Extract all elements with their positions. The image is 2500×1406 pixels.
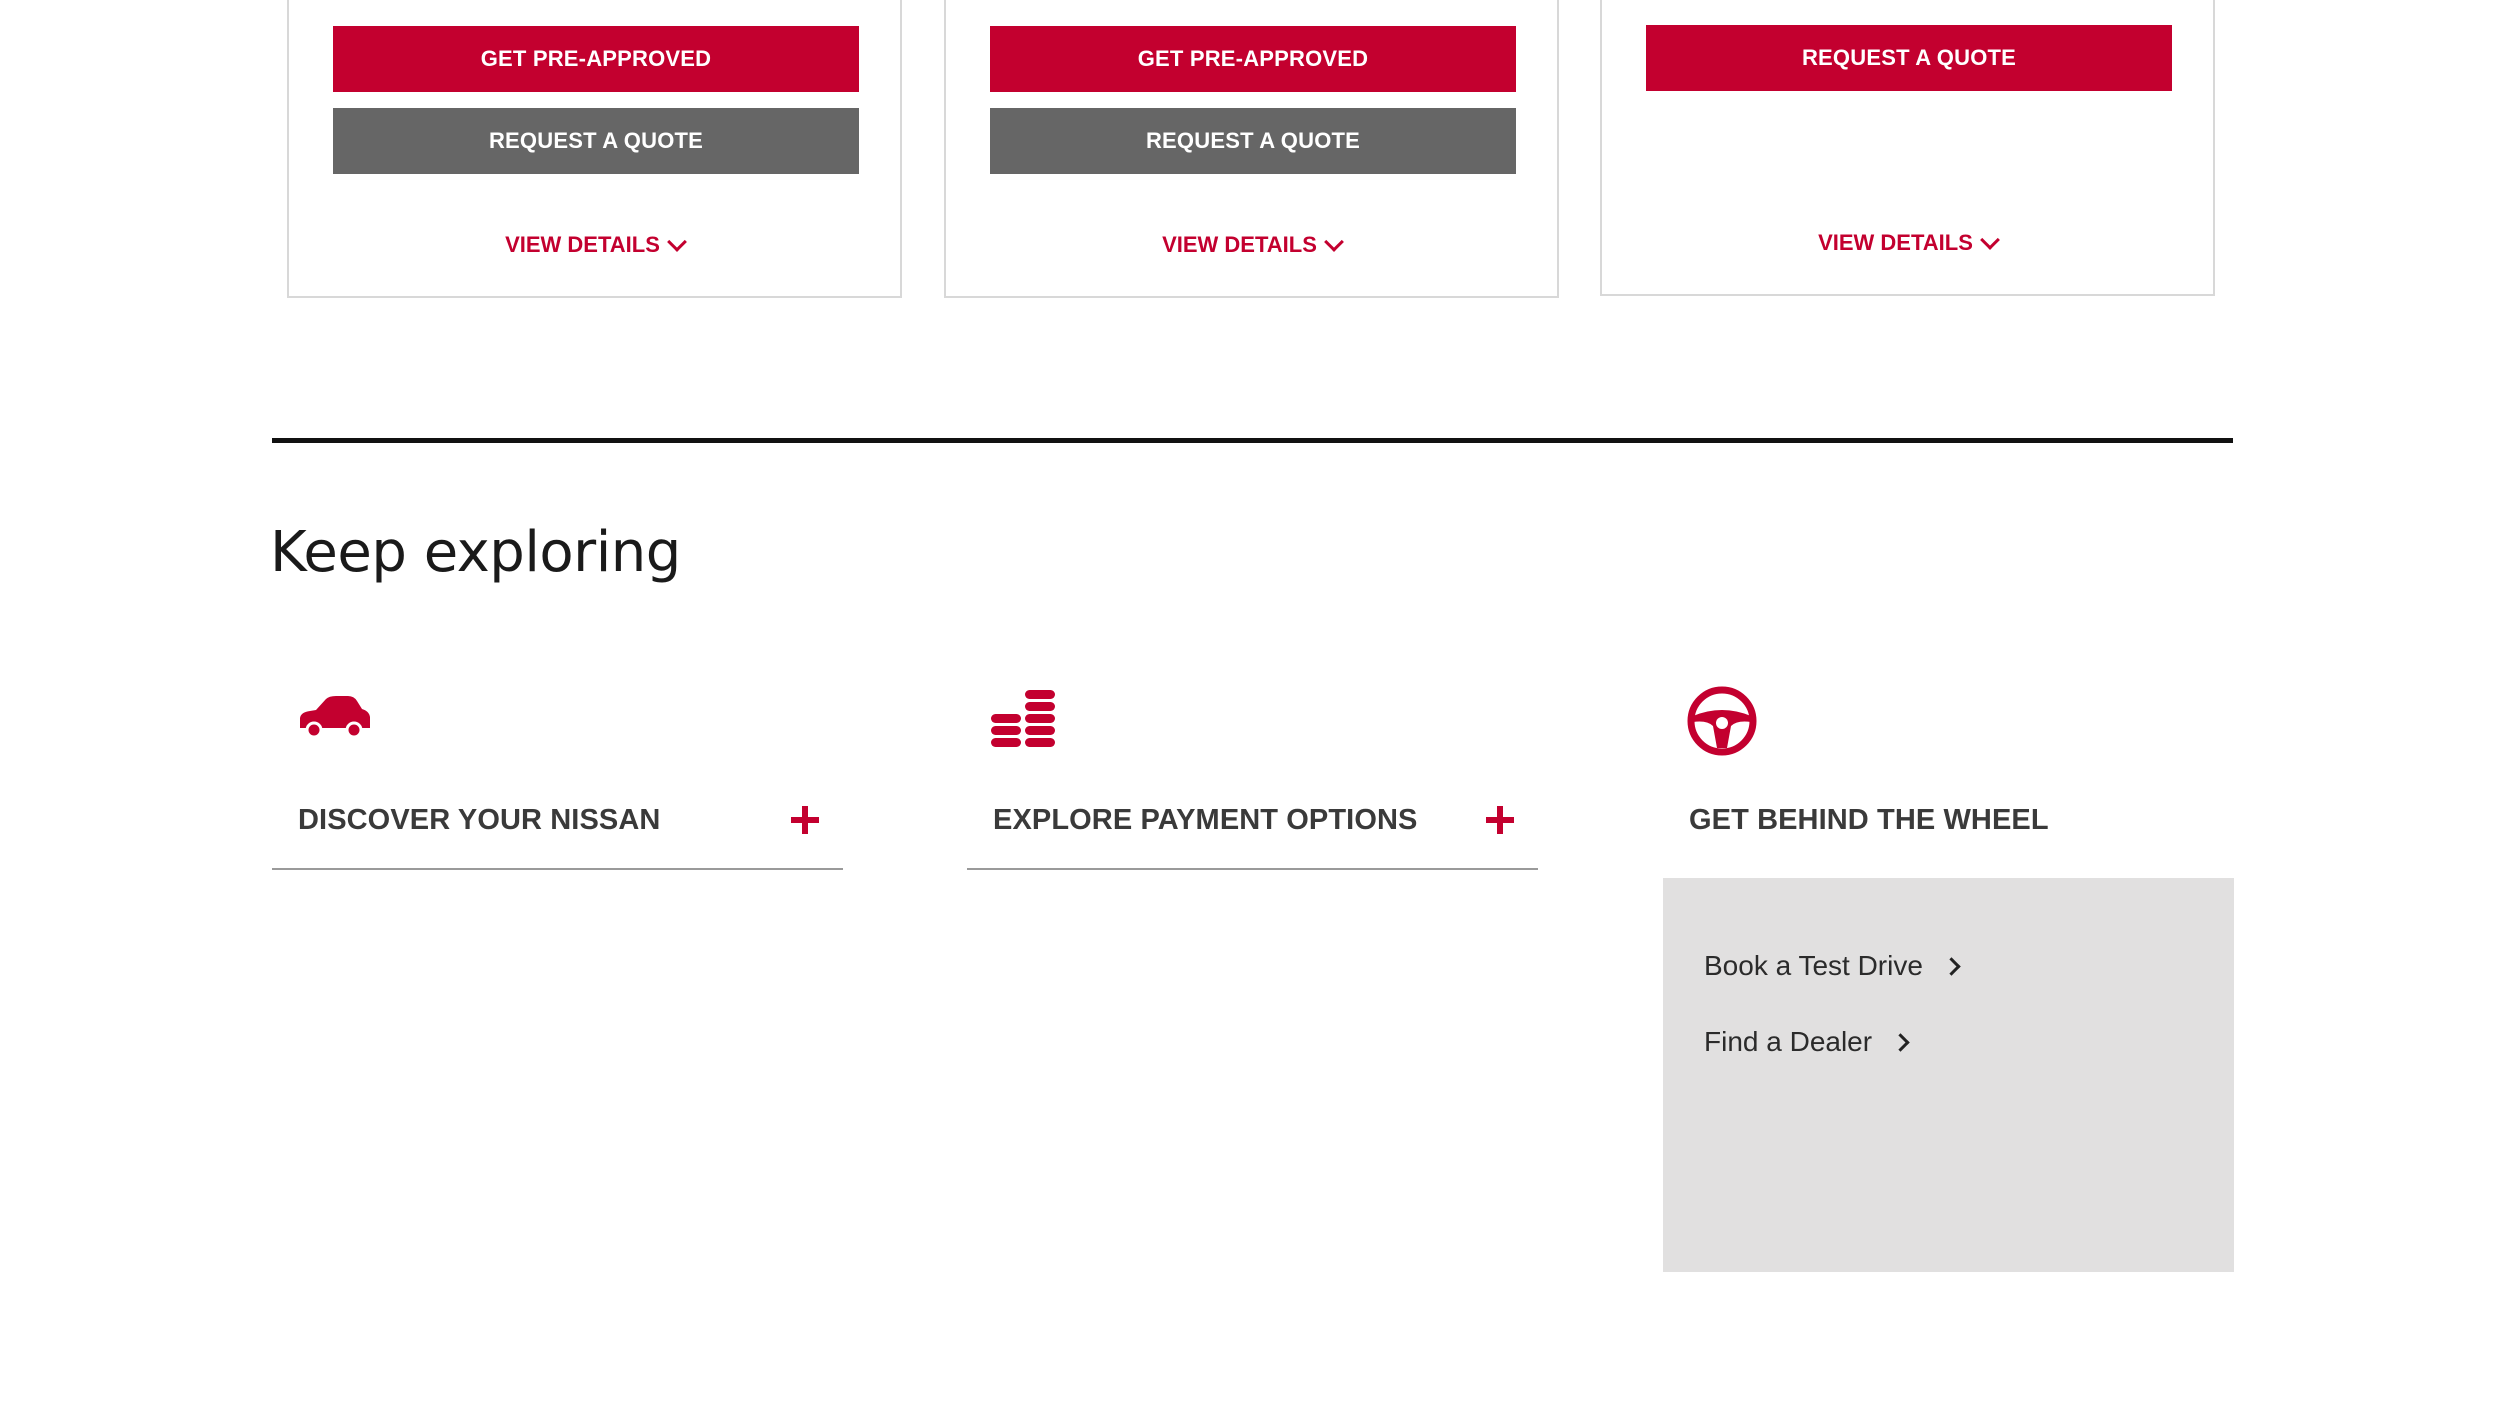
get-pre-approved-button[interactable]: GET PRE-APPROVED [990,26,1516,92]
column-label: DISCOVER YOUR NISSAN [298,804,661,836]
view-details-link[interactable] [946,232,1557,258]
view-details-link[interactable] [1602,230,2213,256]
view-details-label: VIEW DETAILS [1162,232,1317,257]
view-details-label: VIEW DETAILS [1818,230,1973,255]
view-details-label: VIEW DETAILS [505,232,660,257]
chevron-right-icon [1942,957,1960,975]
section-divider [272,438,2233,443]
request-a-quote-button[interactable]: REQUEST A QUOTE [990,108,1516,174]
request-a-quote-button[interactable]: REQUEST A QUOTE [1646,25,2172,91]
get-pre-approved-button[interactable]: GET PRE-APPROVED [333,26,859,92]
coins-icon [991,690,1057,757]
find-a-dealer-link[interactable] [1704,1026,1907,1058]
offer-card-2 [944,0,1559,298]
car-icon [296,690,372,745]
chevron-down-icon [1324,232,1344,252]
chevron-down-icon [1980,230,2000,250]
view-details-link[interactable] [289,232,900,258]
plus-icon [791,806,819,834]
behind-wheel-panel [1663,878,2234,1272]
offer-card-1 [287,0,902,298]
discover-your-nissan-toggle[interactable] [272,800,843,870]
explore-payment-options-toggle[interactable] [967,800,1538,870]
section-title: Keep exploring [270,520,681,585]
link-label: Book a Test Drive [1704,950,1923,981]
book-test-drive-link[interactable] [1704,950,1958,982]
plus-icon [1486,806,1514,834]
chevron-down-icon [667,232,687,252]
offer-card-3 [1600,0,2215,296]
column-label: GET BEHIND THE WHEEL [1689,804,2049,836]
chevron-right-icon [1891,1033,1909,1051]
column-label: EXPLORE PAYMENT OPTIONS [993,804,1418,836]
link-label: Find a Dealer [1704,1026,1873,1057]
request-a-quote-button[interactable]: REQUEST A QUOTE [333,108,859,174]
steering-wheel-icon [1687,686,1757,761]
get-behind-the-wheel-toggle[interactable] [1663,800,2234,868]
